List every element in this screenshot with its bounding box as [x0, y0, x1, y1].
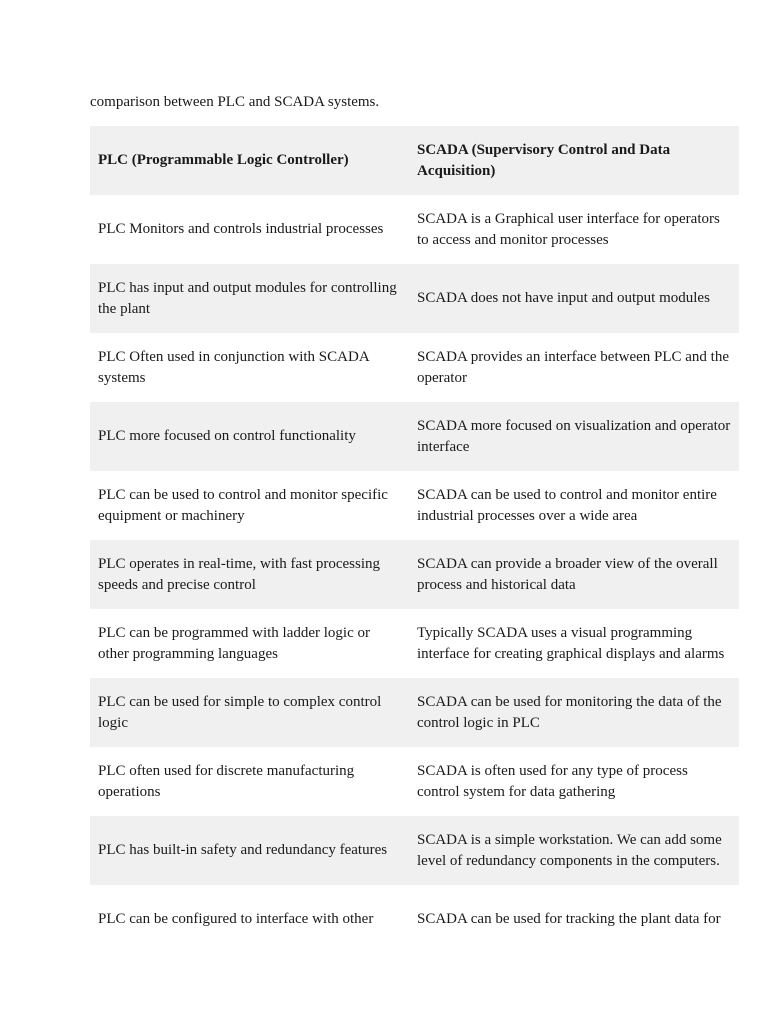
scada-cell: SCADA is often used for any type of process control system for data gathering: [417, 763, 688, 800]
table-row: [90, 678, 739, 747]
table-row: [90, 195, 739, 264]
table-row: [90, 885, 739, 954]
plc-cell: PLC Often used in conjunction with SCADA systems: [98, 349, 369, 386]
plc-cell: PLC has input and output modules for controlling the plant: [98, 280, 397, 317]
scada-cell: SCADA is a Graphical user interface for operators to access and monitor processes: [417, 211, 720, 248]
table-row: [90, 264, 739, 333]
plc-cell: PLC Monitors and controls industrial processes: [98, 221, 384, 238]
plc-cell: PLC has built-in safety and redundancy features: [98, 842, 388, 859]
scada-cell: SCADA is a simple workstation. We can add some level of redundancy components in the computers.: [417, 832, 722, 869]
comparison-table-container: [90, 126, 739, 928]
scada-cell: SCADA can provide a broader view of the overall process and historical data: [417, 556, 718, 593]
scada-cell: SCADA more focused on visualization and operator interface: [417, 418, 731, 455]
table-row: [90, 540, 739, 609]
scada-cell: SCADA provides an interface between PLC and the operator: [417, 349, 730, 386]
plc-cell: PLC can be configured to interface with other: [98, 911, 374, 928]
table-row: [90, 471, 739, 540]
scada-cell: SCADA can be used to control and monitor entire industrial processes over a wide area: [417, 487, 717, 524]
table-row: [90, 816, 739, 885]
scada-cell: SCADA can be used for monitoring the data of the control logic in PLC: [417, 694, 722, 731]
scada-cell: SCADA does not have input and output modules: [417, 290, 710, 307]
plc-cell: PLC can be programmed with ladder logic or other programming languages: [98, 625, 371, 662]
scada-cell: Typically SCADA uses a visual programming interface for creating graphical displays and alarms: [417, 625, 725, 662]
comparison-table: [90, 126, 739, 954]
plc-cell: PLC more focused on control functionality: [98, 428, 356, 445]
plc-cell: PLC can be used to control and monitor specific equipment or machinery: [98, 487, 388, 524]
scada-cell: SCADA can be used for tracking the plant data for: [417, 911, 721, 928]
intro-text: comparison between PLC and SCADA systems.: [90, 94, 380, 110]
plc-cell: PLC often used for discrete manufacturing operations: [98, 763, 355, 800]
table-row: [90, 609, 739, 678]
table-row: [90, 333, 739, 402]
header-scada: SCADA (Supervisory Control and Data Acquisition): [417, 142, 671, 179]
table-header-row: [90, 126, 739, 195]
plc-cell: PLC can be used for simple to complex control logic: [98, 694, 382, 731]
table-row: [90, 747, 739, 816]
plc-cell: PLC operates in real-time, with fast processing speeds and precise control: [98, 556, 381, 593]
header-plc: PLC (Programmable Logic Controller): [98, 152, 349, 169]
table-row: [90, 402, 739, 471]
